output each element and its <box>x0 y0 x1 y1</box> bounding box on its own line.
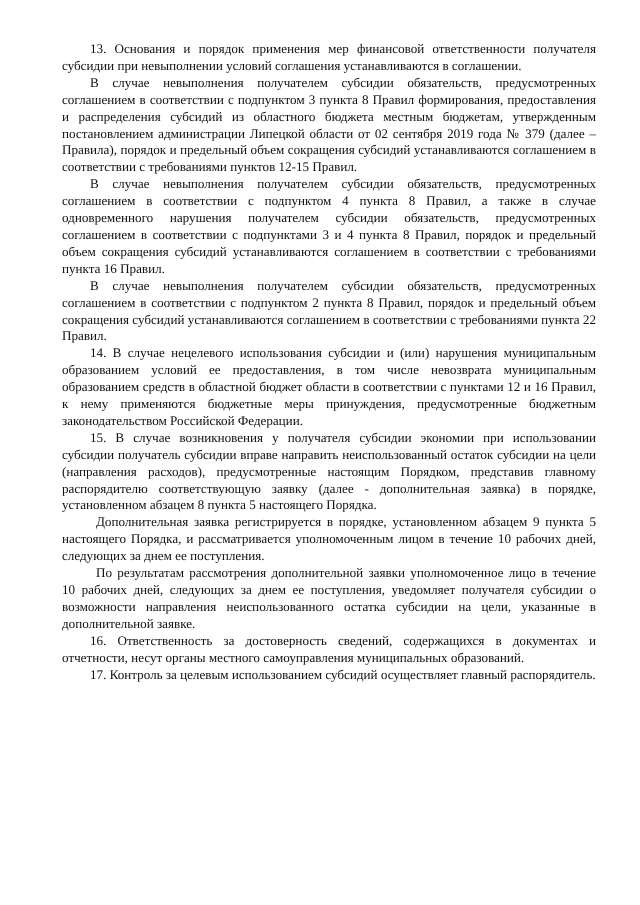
paragraph-15-additional-application: Дополнительная заявка регистрируется в порядке, установленном абзацем 9 пункта 5 настоящего Порядка, и рассматривается уполномоченным лицом в течение 10 рабочих дней, следующих за днем ее поступления. <box>62 514 596 564</box>
paragraph-15: 15. В случае возникновения у получателя субсидии экономии при использовании субсидии получатель субсидии вправе направить неиспользованный остаток субсидии на цели (направления расходов), предусмотренные настоящим Порядком, представив главному распорядителю соответствующую заявку (далее - дополнительная заявка) в порядке, установленном абзацем 8 пункта 5 настоящего Порядка. <box>62 429 596 513</box>
paragraph-13-case-2: В случае невыполнения получателем субсидии обязательств, предусмотренных соглашением в соответствии с подпунктом 4 пункта 8 Правил, а также в случае одновременного нарушения получателем субсидии обязательств, предусмотренных соглашением в соответствии с подпунктами 3 и 4 пункта 8 Правил, порядок и предельный объем сокращения субсидий устанавливаются соглашением в соответствии с требованиями пункта 16 Правил. <box>62 176 596 276</box>
paragraph-14: 14. В случае нецелевого использования субсидии и (или) нарушения муниципальным образованием условий ее предоставления, в том числе невозврата муниципальным образованием средств в областной бюджет области в соответствии с пунктами 12 и 16 Правил, к нему применяются бюджетные меры принуждения, предусмотренные бюджетным законодательством Российской Федерации. <box>62 345 596 428</box>
document-body <box>62 41 596 683</box>
paragraph-16: 16. Ответственность за достоверность сведений, содержащихся в документах и отчетности, несут органы местного самоуправления муниципальных образований. <box>62 632 596 665</box>
paragraph-13-case-1: В случае невыполнения получателем субсидии обязательств, предусмотренных соглашением в соответствии с подпунктом 3 пункта 8 Правил формирования, предоставления и распределения субсидий из областного бюджета местным бюджетам, утвержденным постановлением администрации Липецкой области от 02 сентября 2019 года № 379 (далее – Правила), порядок и предельный объем сокращения субсидий устанавливаются соглашением в соответствии с требованиями пунктов 12-15 Правил. <box>62 74 596 175</box>
paragraph-17: 17. Контроль за целевым использованием субсидий осуществляет главный распорядитель. <box>90 666 596 682</box>
paragraph-13: 13. Основания и порядок применения мер финансовой ответственности получателя субсидии при невыполнении условий соглашения устанавливаются в соглашении. <box>62 41 596 73</box>
paragraph-13-case-3: В случае невыполнения получателем субсидии обязательств, предусмотренных соглашением в соответствии с подпунктом 2 пункта 8 Правил, порядок и предельный объем сокращения субсидий устанавливаются соглашением в соответствии с требованиями пункта 22 Правил. <box>62 277 596 344</box>
paragraph-15-review-result: По результатам рассмотрения дополнительной заявки уполномоченное лицо в течение 10 рабочих дней, следующих за днем ее поступления, уведомляет получателя субсидии о возможности направления неиспользованного остатка субсидии на цели, указанные в дополнительной заявке. <box>62 565 596 631</box>
